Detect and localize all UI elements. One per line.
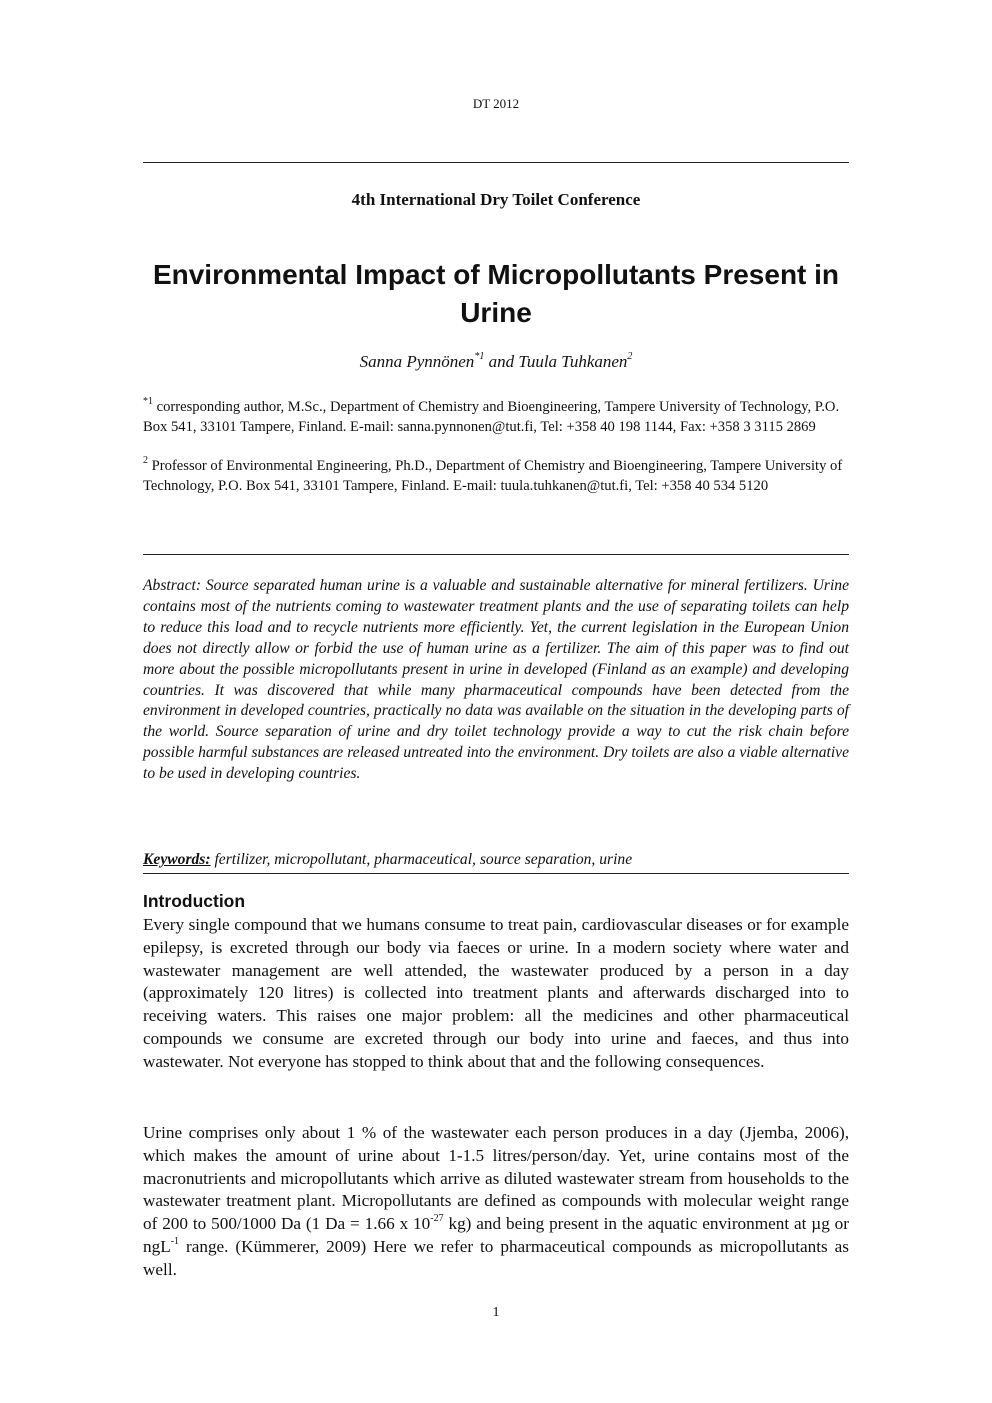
affiliation-1-mark: *1	[143, 396, 153, 408]
affiliation-1-text: corresponding author, M.Sc., Department of Chemistry and Bioengineering, Tampere University of Technology, P.O. Box 541, 33101 Tampere, Finland. E-mail: sanna.pynnonen@tut.fi, Tel: +358 40 198 1144, Fax: +358 3 3115 2869	[143, 399, 840, 435]
paragraph-2-text-b: kg) and being present in the aquatic environment at µg or ngL	[143, 1214, 849, 1256]
keywords-rule	[143, 873, 849, 874]
author-connector: and	[484, 352, 519, 371]
affiliation-2	[143, 457, 849, 496]
page-number: 1	[492, 1305, 500, 1320]
paragraph-2-text-c: range. (Kümmerer, 2009) Here we refer to pharmaceutical compounds as micropollutants as well.	[143, 1236, 849, 1279]
conference-name: 4th International Dry Toilet Conference	[351, 190, 641, 209]
keywords-text: fertilizer, micropollutant, pharmaceutical, source separation, urine	[210, 851, 633, 868]
exponent-1: -27	[430, 1213, 444, 1225]
keywords-label: Keywords:	[143, 851, 211, 868]
keywords	[143, 851, 849, 869]
paper-title: Environmental Impact of Micropollutants Present in Urine	[152, 259, 840, 328]
running-header: DT 2012	[472, 96, 520, 111]
author-2: Tuula Tuhkanen	[518, 352, 628, 371]
abstract-top-rule	[143, 554, 849, 555]
introduction-paragraph-2	[143, 1122, 849, 1282]
author-line	[0, 352, 992, 372]
introduction-paragraph-1: Every single compound that we humans consume to treat pain, cardiovascular diseases or for example epilepsy, is excreted through our body via faeces or urine. In a modern society where water and wastewater management are well attended, the wastewater produced by a person in a day (approximately 120 litres) is collected into treatment plants and afterwards discharged into to receiving waters. This raises one major problem: all the medicines and other pharmaceutical compounds we consume are excreted through our body into urine and faeces, and thus into wastewater. Not everyone has stopped to think about that and the following consequences.	[143, 915, 849, 1071]
affiliation-1	[143, 398, 849, 437]
introduction-heading: Introduction	[143, 891, 246, 911]
header-rule	[143, 162, 849, 163]
author-1: Sanna Pynnönen	[359, 352, 475, 371]
paragraph-2-text-a: Urine comprises only about 1 % of the wastewater each person produces in a day (Jjemba, 2006), which makes the amount of urine about 1-1.5 litres/person/day. Yet, urine contains most of the macronutrients and micropollutants which arrive as diluted wastewater stream from households to the wastewater treatment plant. Micropollutants are defined as compounds with molecular weight range of 200 to 500/1000 Da (1 Da = 1.66 x 10	[143, 1123, 849, 1234]
author-1-mark: *1	[474, 351, 485, 363]
affiliation-2-mark: 2	[143, 455, 148, 467]
affiliation-2-text: Professor of Environmental Engineering, Ph.D., Department of Chemistry and Bioengineering, Tampere University of Technology, P.O. Box 541, 33101 Tampere, Finland. E-mail: tuula.tuhkanen@tut.fi, Tel: +358 40 534 5120	[143, 458, 843, 494]
abstract: Abstract: Source separated human urine is a valuable and sustainable alternative for mineral fertilizers. Urine contains most of the nutrients coming to wastewater treatment plants and the use of separating toilets can help to reduce this load and to recycle nutrients more efficiently. Yet, the current legislation in the European Union does not directly allow or forbid the use of human urine as a fertilizer. The aim of this paper was to find out more about the possible micropollutants present in urine in developed (Finland as an example) and developing countries. It was discovered that while many pharmaceutical compounds have been detected from the environment in developed countries, practically no data was available on the situation in the developing parts of the world. Source separation of urine and dry toilet technology provide a way to cut the risk chain before possible harmful substances are released untreated into the environment. Dry toilets are also a viable alternative to be used in developing countries.	[143, 577, 849, 783]
author-2-mark: 2	[627, 351, 633, 363]
exponent-2: -1	[170, 1236, 180, 1248]
